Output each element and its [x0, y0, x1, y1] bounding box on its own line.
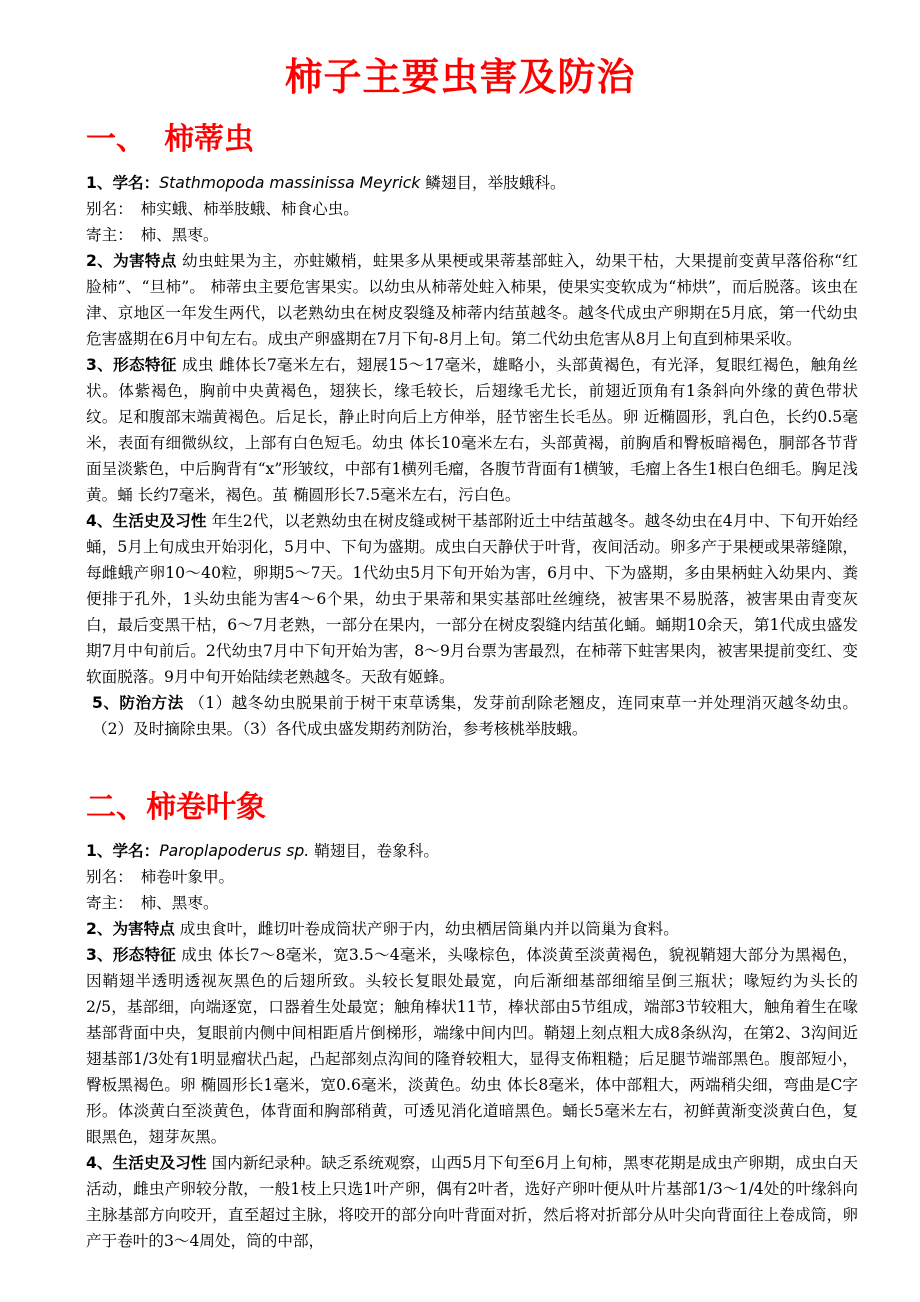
host-line: 寄主： 柿、黑枣。	[86, 894, 219, 912]
life-history-label: 4、生活史及习性	[86, 1154, 207, 1172]
section-body-1	[86, 170, 858, 742]
section-body-2	[86, 838, 858, 1254]
alias-line: 别名： 柿卷叶象甲。	[86, 868, 235, 886]
sci-label: 1、学名：	[86, 842, 160, 860]
morphology-paragraph	[86, 942, 858, 1150]
control-paragraph	[86, 690, 858, 742]
life-history-label: 4、生活史及习性	[86, 512, 207, 530]
harm-text: 幼虫蛀果为主，亦蛀嫩梢，蛀果多从果梗或果蒂基部蛀入，幼果干枯，大果提前变黄早落俗称“红脸柿”、“旦柿”。 柿蒂虫主要危害果实。以幼虫从柿蒂处蛀入柿果，使果实变软成为“柿烘”，而后脱落。该虫在津、京地区一年发生两代，以老熟幼虫在树皮裂缝及柿蒂内结茧越冬。越冬代成虫产卵期在5月底，第一代幼虫危害盛期在6月中旬左右。成虫产卵盛期在7月下旬-8月上旬。第二代幼虫危害从8月上旬直到柿果采收。	[86, 252, 858, 348]
sci-name: Paroplapoderus sp.	[159, 842, 310, 860]
morphology-label: 3、形态特征	[86, 946, 177, 964]
control-text: （1）越冬幼虫脱果前于树干束草诱集，发芽前刮除老翘皮，连同束草一并处理消灭越冬幼虫。（2）及时摘除虫果。（3）各代成虫盛发期药剂防治，参考核桃举肢蛾。	[92, 694, 858, 738]
morphology-text: 成虫 体长7～8毫米，宽3.5～4毫米，头喙棕色，体淡黄至淡黄褐色，貌视鞘翅大部分为黑褐色，因鞘翅半透明透视灰黑色的后翅所致。头较长复眼处最宽，向后渐细基部细缩呈倒三瓶状；喙短约为头长的2/5，基部细，向端逐宽，口器着生处最宽；触角棒状11节，棒状部由5节组成，端部3节较粗大，触角着生在喙基部背面中央，复眼前内侧中间相距盾片倒梯形，端缘中间内凹。鞘翅上刻点粗大成8条纵沟，在第2、3沟间近翅基部1/3处有1明显瘤状凸起，凸起部刻点沟间的隆脊较粗大，显得支佈粗糙；后足腿节端部黑色。腹部短小，臀板黑褐色。卵 椭圆形长1毫米，宽0.6毫米，淡黄色。幼虫 体长8毫米，体中部粗大，两端稍尖细，弯曲是C字形。体淡黄白至淡黄色，体背面和胸部稍黄，可透见消化道暗黑色。蛹长5毫米左右，初鲜黄渐变淡黄白色，复眼黑色，翅芽灰黑。	[86, 946, 858, 1146]
section-title-1: 柿蒂虫	[164, 122, 254, 157]
page-title: 柿子主要虫害及防治	[284, 55, 636, 99]
harm-paragraph	[86, 916, 858, 942]
harm-label: 2、为害特点	[86, 920, 175, 938]
scientific-name-line	[86, 838, 858, 864]
sci-classification: 鞘翅目，卷象科。	[309, 842, 439, 860]
morphology-paragraph	[86, 352, 858, 508]
section-heading-1	[86, 120, 254, 160]
section-number-1: 一、	[86, 122, 146, 157]
sci-name: Stathmopoda massinissa Meyrick	[159, 174, 421, 192]
sci-label: 1、学名：	[86, 174, 160, 192]
harm-text: 成虫食叶，雌切叶卷成筒状产卵于内，幼虫栖居筒巢内并以筒巢为食料。	[174, 920, 679, 938]
life-history-text: 国内新纪录种。缺乏系统观察，山西5月下旬至6月上旬柿，黑枣花期是成虫产卵期，成虫白天活动，雌虫产卵较分散，一般1枝上只选1叶产卵，偶有2叶者，选好产卵叶便从叶片基部1/3～1/4处的叶缘斜向主脉基部方向咬开，直至超过主脉，将咬开的部分向叶背面对折，然后将对折部分从叶尖向背面往上卷成筒，卵产于卷叶的3～4周处，筒的中部，	[86, 1154, 858, 1250]
sci-classification: 鳞翅目，举肢蛾科。	[420, 174, 566, 192]
morphology-label: 3、形态特征	[86, 356, 177, 374]
harm-label: 2、为害特点	[86, 252, 177, 270]
scientific-name-line	[86, 170, 858, 196]
harm-paragraph	[86, 248, 858, 352]
life-history-text: 年生2代，以老熟幼虫在树皮缝或树干基部附近土中结茧越冬。越冬幼虫在4月中、下旬开始经蛹，5月上旬成虫开始羽化，5月中、下旬为盛期。成虫白天静伏于叶背，夜间活动。卵多产于果梗或果蒂缝隙，每雌蛾产卵10～40粒，卵期5～7天。1代幼虫5月下旬开始为害，6月中、下为盛期，多由果柄蛀入幼果内、粪便排于孔外，1头幼虫能为害4～6个果，幼虫于果蒂和果实基部吐丝缠绕，被害果不易脱落，被害果由青变灰白，最后变黑干枯，6～7月老熟，一部分在果内，一部分在树皮裂缝内结茧化蛹。蛹期10余天，第1代成虫盛发期7月中旬前后。2代幼虫7月中下旬开始为害，8～9月台票为害最烈，在柿蒂下蛀害果肉，被害果提前变红、变软面脱落。9月中旬开始陆续老熟越冬。天敌有姬蜂。	[86, 512, 858, 686]
life-history-paragraph	[86, 508, 858, 690]
control-label: 5、防治方法	[92, 694, 184, 712]
life-history-paragraph	[86, 1150, 858, 1254]
morphology-text: 成虫 雌体长7毫米左右，翅展15～17毫米，雄略小，头部黄褐色，有光泽，复眼红褐色，触角丝状。体紫褐色，胸前中央黄褐色，翅狭长，缘毛较长，后翅缘毛尤长，前翅近顶角有1条斜向外缘的黄色带状纹。足和腹部末端黄褐色。后足长，静止时向后上方伸举，胫节密生长毛丛。卵 近椭圆形，乳白色，长约0.5毫米，表面有细微纵纹，上部有白色短毛。幼虫 体长10毫米左右，头部黄褐，前胸盾和臀板暗褐色，胴部各节背面呈淡紫色，中后胸背有“x”形皱纹，中部有1横列毛瘤，各腹节背面有1横皱，毛瘤上各生1根白色细毛。胸足浅黄。蛹 长约7毫米，褐色。茧 椭圆形长7.5毫米左右，污白色。	[86, 356, 858, 504]
section-heading-2: 二、柿卷叶象	[86, 790, 266, 825]
host-line: 寄主： 柿、黑枣。	[86, 226, 219, 244]
alias-line: 别名： 柿实蛾、柿举肢蛾、柿食心虫。	[86, 200, 359, 218]
